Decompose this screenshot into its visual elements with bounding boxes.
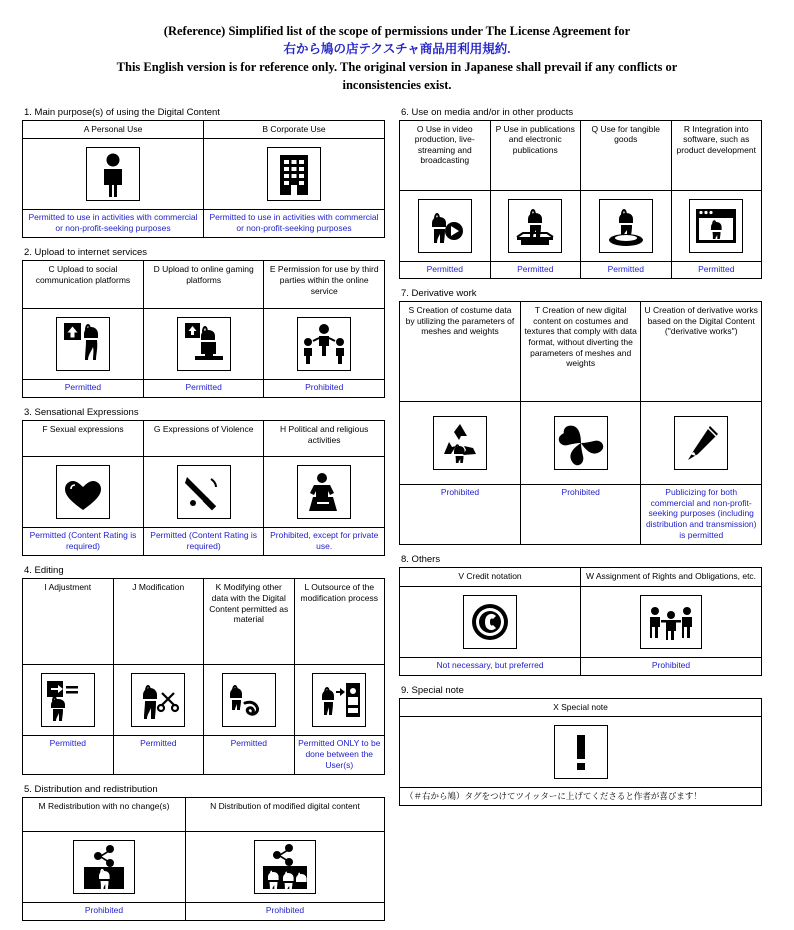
section-9 xyxy=(399,685,762,806)
share-modified-cat-icon xyxy=(254,840,316,894)
cell-status-e: Prohibited xyxy=(264,379,384,397)
people-handoff-icon xyxy=(640,595,702,649)
section-8 xyxy=(399,554,762,675)
cell-art-r xyxy=(672,191,762,261)
cell-head-p: P Use in publications and electronic publications xyxy=(491,121,581,191)
cell-art-f xyxy=(23,457,143,527)
cell-status-l: Permitted ONLY to be done between the User(s) xyxy=(295,735,385,774)
cell-status-i: Permitted xyxy=(23,735,113,753)
right-column xyxy=(399,107,762,930)
section-9-title: 9. Special note xyxy=(401,684,464,696)
cell-status-v: Not necessary, but preferred xyxy=(400,657,580,675)
section-6-title: 6. Use on media and/or in other products xyxy=(401,106,574,118)
cell-status-s: Prohibited xyxy=(400,484,520,502)
section-8-title: 8. Others xyxy=(401,554,441,566)
section-5 xyxy=(22,784,385,921)
pen-nib-icon xyxy=(674,416,728,470)
recycle-cat-icon xyxy=(433,416,487,470)
header-line-3: This English version is for reference only. The original version in Japanese shall prevail if any conflicts or xyxy=(116,60,678,75)
cell-head-m: M Redistribution with no change(s) xyxy=(23,798,185,832)
cell-head-f: F Sexual expressions xyxy=(23,421,143,457)
cell-head-w: W Assignment of Rights and Obligations, etc. xyxy=(581,568,761,587)
section-5-table xyxy=(22,797,385,921)
cell-head-k: K Modifying other data with the Digital Content permitted as material xyxy=(204,579,294,665)
arrow-equals-cat-icon xyxy=(41,673,95,727)
section-7 xyxy=(399,288,762,545)
cell-art-m xyxy=(23,832,185,902)
cell-head-c: C Upload to social communication platforms xyxy=(23,261,143,309)
cat-tail-material-icon xyxy=(222,673,276,727)
section-6-table xyxy=(399,120,762,280)
cell-status-m: Prohibited xyxy=(23,902,185,920)
cell-status-g: Permitted (Content Rating is required) xyxy=(144,527,264,555)
goods-cat-icon xyxy=(599,199,653,253)
cell-status-p: Permitted xyxy=(491,261,581,279)
cell-art-n xyxy=(186,832,384,902)
section-6 xyxy=(399,107,762,280)
section-3-table xyxy=(22,420,385,556)
header-line-2-japanese: 右から鳩の店テクスチャ商品用利用規約. xyxy=(283,42,511,57)
cell-status-f: Permitted (Content Rating is required) xyxy=(23,527,143,555)
cat-scissors-icon xyxy=(131,673,185,727)
software-window-cat-icon xyxy=(689,199,743,253)
cell-art-p xyxy=(491,191,581,261)
person-icon xyxy=(86,147,140,201)
section-1-table xyxy=(22,120,385,239)
cell-head-a: A Personal Use xyxy=(23,121,203,140)
cell-art-h xyxy=(264,457,384,527)
copyright-icon xyxy=(463,595,517,649)
cell-art-v xyxy=(400,587,580,657)
outsource-cat-icon xyxy=(312,673,366,727)
cell-head-h: H Political and religious activities xyxy=(264,421,384,457)
cell-status-r: Permitted xyxy=(672,261,762,279)
section-4-title: 4. Editing xyxy=(24,565,64,577)
cell-art-s xyxy=(400,402,520,484)
pinwheel-icon xyxy=(554,416,608,470)
section-3-title: 3. Sensational Expressions xyxy=(24,407,139,418)
cell-status-c: Permitted xyxy=(23,379,143,397)
cell-art-t xyxy=(521,402,641,484)
cell-status-a: Permitted to use in activities with commercial or non-profit-seeking purposes xyxy=(23,209,203,237)
cell-status-h: Prohibited, except for private use. xyxy=(264,527,384,555)
cell-head-n: N Distribution of modified digital content xyxy=(186,798,384,832)
cell-head-u: U Creation of derivative works based on the Digital Content ("derivative works") xyxy=(641,302,761,402)
cell-status-u: Publicizing for both commercial and non-profit-seeking purposes (including distribution and transmission) is permitted xyxy=(641,484,761,544)
section-4 xyxy=(22,565,385,775)
cell-status-w: Prohibited xyxy=(581,657,761,675)
cell-status-j: Permitted xyxy=(114,735,204,753)
section-1 xyxy=(22,107,385,239)
section-3 xyxy=(22,407,385,556)
cell-head-x: X Special note xyxy=(400,699,761,718)
share-people-icon xyxy=(297,317,351,371)
cell-head-j: J Modification xyxy=(114,579,204,665)
cell-art-w xyxy=(581,587,761,657)
cell-status-b: Permitted to use in activities with commercial or non-profit-seeking purposes xyxy=(204,209,384,237)
building-icon xyxy=(267,147,321,201)
cell-art-q xyxy=(581,191,671,261)
podium-speaker-icon xyxy=(297,465,351,519)
section-2 xyxy=(22,247,385,398)
cell-head-b: B Corporate Use xyxy=(204,121,384,140)
cell-status-k: Permitted xyxy=(204,735,294,753)
cell-art-x xyxy=(400,717,761,787)
section-2-title: 2. Upload to internet services xyxy=(24,247,148,259)
cell-head-t: T Creation of new digital content on costumes and textures that comply with data format, without diverting the parameters of meshes and weights xyxy=(521,302,641,402)
cell-head-l: L Outsource of the modification process xyxy=(295,579,385,665)
cell-art-i xyxy=(23,665,113,735)
section-1-title: 1. Main purpose(s) of using the Digital Content xyxy=(24,106,220,118)
cell-head-r: R Integration into software, such as product development xyxy=(672,121,762,191)
cell-status-n: Prohibited xyxy=(186,902,384,920)
cell-head-v: V Credit notation xyxy=(400,568,580,587)
cell-art-o xyxy=(400,191,490,261)
section-8-table xyxy=(399,567,762,675)
section-2-table xyxy=(22,260,385,398)
share-cat-icon xyxy=(73,840,135,894)
header-line-4: inconsistencies exist. xyxy=(342,78,452,93)
section-4-table xyxy=(22,578,385,775)
cell-art-e xyxy=(264,309,384,379)
exclamation-icon xyxy=(554,725,608,779)
cell-art-c xyxy=(23,309,143,379)
cell-art-g xyxy=(144,457,264,527)
section-7-title: 7. Derivative work xyxy=(401,288,477,300)
cell-art-b xyxy=(204,139,384,209)
header-line-1: (Reference) Simplified list of the scope of permissions under The License Agreement for xyxy=(163,24,631,38)
cell-head-g: G Expressions of Violence xyxy=(144,421,264,457)
cell-head-o: O Use in video production, live-streaming and broadcasting xyxy=(400,121,490,191)
left-column xyxy=(22,107,385,930)
cell-head-i: I Adjustment xyxy=(23,579,113,665)
book-cat-icon xyxy=(508,199,562,253)
body-columns xyxy=(0,101,794,930)
cell-status-t: Prohibited xyxy=(521,484,641,502)
knife-icon xyxy=(177,465,231,519)
section-7-table xyxy=(399,301,762,545)
video-play-cat-icon xyxy=(418,199,472,253)
cell-head-e: E Permission for use by third parties within the online service xyxy=(264,261,384,309)
cell-art-d xyxy=(144,309,264,379)
cell-art-l xyxy=(295,665,385,735)
cell-art-u xyxy=(641,402,761,484)
cell-status-q: Permitted xyxy=(581,261,671,279)
section-9-table xyxy=(399,698,762,806)
cell-head-s: S Creation of costume data by utilizing the parameters of meshes and weights xyxy=(400,302,520,402)
cell-head-q: Q Use for tangible goods xyxy=(581,121,671,191)
cell-art-a xyxy=(23,139,203,209)
hearts-icon xyxy=(56,465,110,519)
document-header xyxy=(0,0,794,101)
cell-art-j xyxy=(114,665,204,735)
section-5-title: 5. Distribution and redistribution xyxy=(24,784,158,796)
cell-status-o: Permitted xyxy=(400,261,490,279)
cell-status-d: Permitted xyxy=(144,379,264,397)
upload-cat-icon xyxy=(56,317,110,371)
cell-status-x: （＃右から鳩）タグをつけてツイッターに上げてくださると作者が喜びます！ xyxy=(400,787,761,805)
cell-head-d: D Upload to online gaming platforms xyxy=(144,261,264,309)
upload-monitor-cat-icon xyxy=(177,317,231,371)
cell-art-k xyxy=(204,665,294,735)
